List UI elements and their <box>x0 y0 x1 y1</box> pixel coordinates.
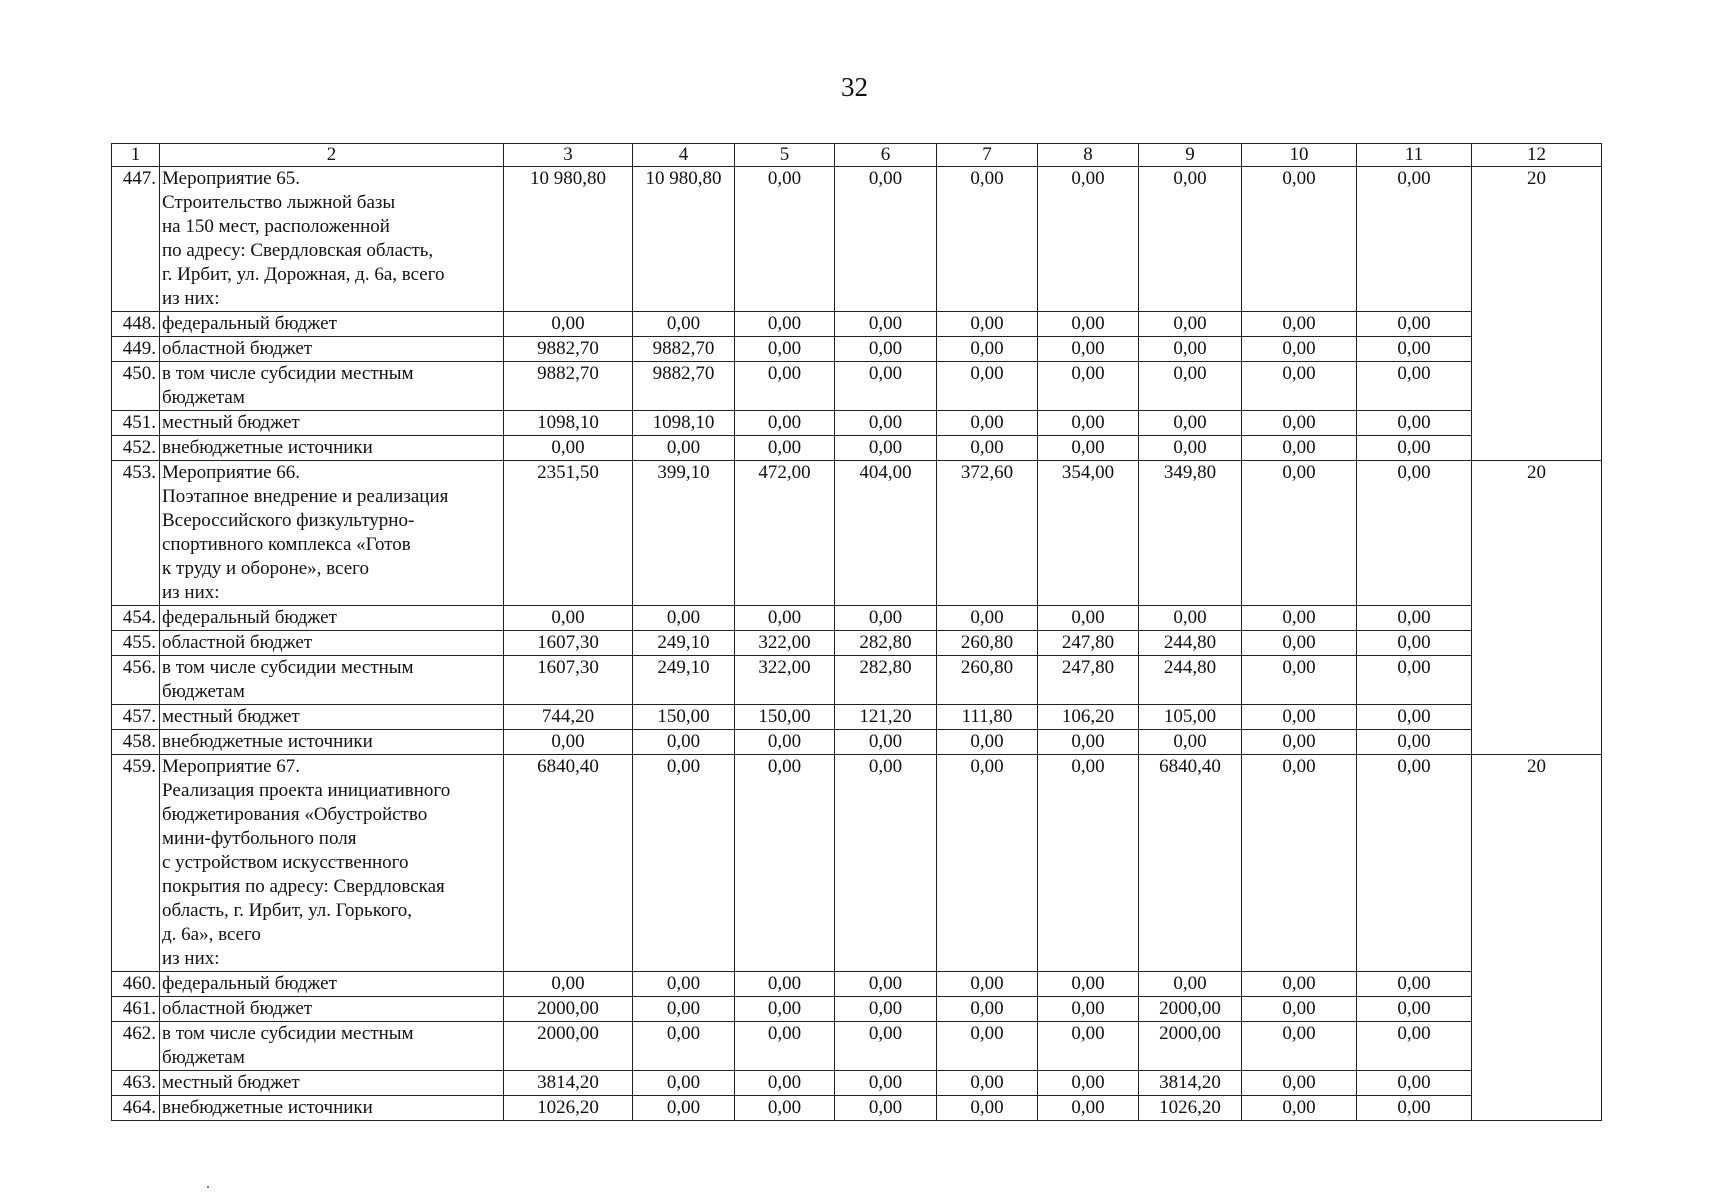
value-cell: 0,00 <box>835 167 937 312</box>
value-cell: 0,00 <box>1242 411 1357 436</box>
value-cell: 244,80 <box>1139 656 1242 705</box>
value-cell: 0,00 <box>1038 436 1139 461</box>
row-name: местный бюджет <box>160 1071 504 1096</box>
value-cell: 0,00 <box>1038 167 1139 312</box>
value-cell: 0,00 <box>735 411 835 436</box>
value-cell: 0,00 <box>735 337 835 362</box>
budget-table <box>111 143 1602 1121</box>
value-cell: 2000,00 <box>504 997 633 1022</box>
table-row <box>112 755 1602 972</box>
value-cell: 0,00 <box>937 1071 1038 1096</box>
value-cell: 0,00 <box>1357 1022 1472 1071</box>
row-name: федеральный бюджет <box>160 972 504 997</box>
table-row <box>112 167 1602 312</box>
row-name: областной бюджет <box>160 997 504 1022</box>
value-cell: 399,10 <box>633 461 735 606</box>
value-cell: 0,00 <box>937 312 1038 337</box>
column-12-cell: 20 <box>1472 461 1602 755</box>
value-cell: 2351,50 <box>504 461 633 606</box>
table-row <box>112 461 1602 606</box>
header-cell: 6 <box>835 144 937 167</box>
value-cell: 0,00 <box>735 1096 835 1121</box>
value-cell: 0,00 <box>937 362 1038 411</box>
value-cell: 0,00 <box>633 1071 735 1096</box>
value-cell: 0,00 <box>937 730 1038 755</box>
value-cell: 0,00 <box>937 606 1038 631</box>
value-cell: 0,00 <box>1242 436 1357 461</box>
value-cell: 0,00 <box>1242 705 1357 730</box>
row-name: областной бюджет <box>160 631 504 656</box>
value-cell: 1607,30 <box>504 656 633 705</box>
value-cell: 0,00 <box>835 411 937 436</box>
value-cell: 0,00 <box>1357 167 1472 312</box>
value-cell: 260,80 <box>937 656 1038 705</box>
value-cell: 0,00 <box>504 436 633 461</box>
value-cell: 0,00 <box>1357 461 1472 606</box>
value-cell: 0,00 <box>1242 461 1357 606</box>
table-row <box>112 730 1602 755</box>
row-name: федеральный бюджет <box>160 312 504 337</box>
value-cell: 0,00 <box>735 755 835 972</box>
value-cell: 0,00 <box>735 1071 835 1096</box>
value-cell: 0,00 <box>1038 606 1139 631</box>
value-cell: 0,00 <box>835 606 937 631</box>
header-cell: 7 <box>937 144 1038 167</box>
value-cell: 0,00 <box>1038 362 1139 411</box>
header-cell: 8 <box>1038 144 1139 167</box>
header-cell: 3 <box>504 144 633 167</box>
row-name: областной бюджет <box>160 337 504 362</box>
value-cell: 1098,10 <box>504 411 633 436</box>
row-name: внебюджетные источники <box>160 436 504 461</box>
row-name: в том числе субсидии местным бюджетам <box>160 1022 504 1071</box>
value-cell: 0,00 <box>633 1096 735 1121</box>
value-cell: 0,00 <box>937 1022 1038 1071</box>
row-number: 449. <box>112 337 160 362</box>
value-cell: 0,00 <box>633 606 735 631</box>
value-cell: 260,80 <box>937 631 1038 656</box>
value-cell: 1098,10 <box>633 411 735 436</box>
value-cell: 322,00 <box>735 631 835 656</box>
header-cell: 1 <box>112 144 160 167</box>
value-cell: 0,00 <box>1357 705 1472 730</box>
table-row <box>112 656 1602 705</box>
value-cell: 0,00 <box>1038 730 1139 755</box>
value-cell: 0,00 <box>1139 606 1242 631</box>
value-cell: 0,00 <box>1038 337 1139 362</box>
row-name: местный бюджет <box>160 705 504 730</box>
value-cell: 247,80 <box>1038 631 1139 656</box>
value-cell: 0,00 <box>937 997 1038 1022</box>
table-row <box>112 997 1602 1022</box>
value-cell: 9882,70 <box>633 362 735 411</box>
value-cell: 0,00 <box>504 312 633 337</box>
row-name: Мероприятие 66. Поэтапное внедрение и реализация Всероссийского физкультурно- спортивного комплекса «Готов к труду и обороне», всего из них: <box>160 461 504 606</box>
value-cell: 0,00 <box>835 436 937 461</box>
value-cell: 0,00 <box>735 972 835 997</box>
value-cell: 0,00 <box>735 606 835 631</box>
value-cell: 0,00 <box>937 167 1038 312</box>
value-cell: 404,00 <box>835 461 937 606</box>
value-cell: 322,00 <box>735 656 835 705</box>
value-cell: 247,80 <box>1038 656 1139 705</box>
table-row <box>112 1096 1602 1121</box>
value-cell: 0,00 <box>1038 997 1139 1022</box>
value-cell: 0,00 <box>937 411 1038 436</box>
value-cell: 472,00 <box>735 461 835 606</box>
value-cell: 0,00 <box>835 337 937 362</box>
value-cell: 0,00 <box>835 1096 937 1121</box>
value-cell: 9882,70 <box>504 362 633 411</box>
value-cell: 249,10 <box>633 656 735 705</box>
value-cell: 0,00 <box>835 997 937 1022</box>
table-row <box>112 1022 1602 1071</box>
header-cell: 10 <box>1242 144 1357 167</box>
table-row <box>112 631 1602 656</box>
header-cell: 4 <box>633 144 735 167</box>
value-cell: 0,00 <box>735 362 835 411</box>
value-cell: 0,00 <box>633 755 735 972</box>
value-cell: 9882,70 <box>633 337 735 362</box>
row-number: 463. <box>112 1071 160 1096</box>
row-name: местный бюджет <box>160 411 504 436</box>
value-cell: 0,00 <box>1357 656 1472 705</box>
row-name: федеральный бюджет <box>160 606 504 631</box>
value-cell: 244,80 <box>1139 631 1242 656</box>
value-cell: 0,00 <box>1038 312 1139 337</box>
page-number: 32 <box>841 72 868 102</box>
value-cell: 0,00 <box>633 1022 735 1071</box>
value-cell: 0,00 <box>1357 337 1472 362</box>
column-12-cell: 20 <box>1472 755 1602 1121</box>
value-cell: 0,00 <box>633 997 735 1022</box>
value-cell: 2000,00 <box>1139 997 1242 1022</box>
value-cell: 150,00 <box>633 705 735 730</box>
value-cell: 0,00 <box>1038 755 1139 972</box>
header-cell: 11 <box>1357 144 1472 167</box>
value-cell: 0,00 <box>1357 411 1472 436</box>
value-cell: 0,00 <box>1357 312 1472 337</box>
value-cell: 0,00 <box>1357 606 1472 631</box>
table-row <box>112 411 1602 436</box>
value-cell: 0,00 <box>1139 337 1242 362</box>
value-cell: 0,00 <box>633 730 735 755</box>
value-cell: 9882,70 <box>504 337 633 362</box>
value-cell: 10 980,80 <box>504 167 633 312</box>
row-number: 453. <box>112 461 160 606</box>
value-cell: 0,00 <box>1139 167 1242 312</box>
value-cell: 349,80 <box>1139 461 1242 606</box>
row-number: 460. <box>112 972 160 997</box>
table-row <box>112 312 1602 337</box>
row-number: 450. <box>112 362 160 411</box>
header-row <box>112 144 1602 167</box>
value-cell: 0,00 <box>1139 730 1242 755</box>
value-cell: 282,80 <box>835 631 937 656</box>
value-cell: 0,00 <box>633 312 735 337</box>
value-cell: 0,00 <box>1242 1071 1357 1096</box>
row-number: 462. <box>112 1022 160 1071</box>
value-cell: 0,00 <box>735 997 835 1022</box>
value-cell: 0,00 <box>835 1071 937 1096</box>
row-number: 461. <box>112 997 160 1022</box>
header-cell: 12 <box>1472 144 1602 167</box>
value-cell: 0,00 <box>504 730 633 755</box>
value-cell: 249,10 <box>633 631 735 656</box>
row-number: 448. <box>112 312 160 337</box>
table-row <box>112 1071 1602 1096</box>
value-cell: 0,00 <box>1242 730 1357 755</box>
value-cell: 0,00 <box>1242 1022 1357 1071</box>
table-row <box>112 436 1602 461</box>
value-cell: 0,00 <box>1139 436 1242 461</box>
table-row <box>112 972 1602 997</box>
value-cell: 1026,20 <box>504 1096 633 1121</box>
scan-artifact <box>207 1186 209 1188</box>
value-cell: 0,00 <box>1242 167 1357 312</box>
row-name: в том числе субсидии местным бюджетам <box>160 656 504 705</box>
value-cell: 0,00 <box>1038 1096 1139 1121</box>
value-cell: 0,00 <box>835 1022 937 1071</box>
value-cell: 0,00 <box>1242 755 1357 972</box>
value-cell: 0,00 <box>1139 972 1242 997</box>
header-cell: 9 <box>1139 144 1242 167</box>
value-cell: 0,00 <box>735 167 835 312</box>
row-number: 456. <box>112 656 160 705</box>
value-cell: 0,00 <box>1242 362 1357 411</box>
header-cell: 2 <box>160 144 504 167</box>
table-row <box>112 606 1602 631</box>
row-number: 452. <box>112 436 160 461</box>
value-cell: 6840,40 <box>1139 755 1242 972</box>
value-cell: 0,00 <box>1242 1096 1357 1121</box>
value-cell: 106,20 <box>1038 705 1139 730</box>
column-12-cell: 20 <box>1472 167 1602 461</box>
value-cell: 0,00 <box>735 730 835 755</box>
value-cell: 0,00 <box>1242 631 1357 656</box>
table-body <box>112 144 1602 1121</box>
value-cell: 0,00 <box>835 755 937 972</box>
value-cell: 0,00 <box>1242 656 1357 705</box>
value-cell: 0,00 <box>937 972 1038 997</box>
value-cell: 0,00 <box>1357 436 1472 461</box>
value-cell: 0,00 <box>835 730 937 755</box>
value-cell: 0,00 <box>504 972 633 997</box>
value-cell: 0,00 <box>1242 997 1357 1022</box>
value-cell: 0,00 <box>504 606 633 631</box>
value-cell: 0,00 <box>1139 362 1242 411</box>
value-cell: 0,00 <box>1038 1071 1139 1096</box>
row-number: 447. <box>112 167 160 312</box>
value-cell: 0,00 <box>1038 972 1139 997</box>
value-cell: 0,00 <box>1357 755 1472 972</box>
row-name: Мероприятие 65. Строительство лыжной базы на 150 мест, расположенной по адресу: Свердловская область, г. Ирбит, ул. Дорожная, д. 6а, всего из них: <box>160 167 504 312</box>
value-cell: 0,00 <box>1357 972 1472 997</box>
table-row <box>112 362 1602 411</box>
row-number: 458. <box>112 730 160 755</box>
row-number: 454. <box>112 606 160 631</box>
table-row <box>112 705 1602 730</box>
value-cell: 111,80 <box>937 705 1038 730</box>
value-cell: 0,00 <box>937 1096 1038 1121</box>
value-cell: 0,00 <box>1357 997 1472 1022</box>
row-number: 457. <box>112 705 160 730</box>
value-cell: 0,00 <box>1242 606 1357 631</box>
value-cell: 0,00 <box>1357 730 1472 755</box>
value-cell: 0,00 <box>1139 312 1242 337</box>
row-number: 464. <box>112 1096 160 1121</box>
value-cell: 0,00 <box>1038 1022 1139 1071</box>
value-cell: 0,00 <box>1357 362 1472 411</box>
value-cell: 0,00 <box>1357 1096 1472 1121</box>
row-name: Мероприятие 67. Реализация проекта инициативного бюджетирования «Обустройство мини-футбольного поля с устройством искусственного покрытия по адресу: Свердловская область, г. Ирбит, ул. Горького, д. 6а», всего из них: <box>160 755 504 972</box>
value-cell: 0,00 <box>1139 411 1242 436</box>
row-name: внебюджетные источники <box>160 730 504 755</box>
value-cell: 2000,00 <box>1139 1022 1242 1071</box>
value-cell: 0,00 <box>835 972 937 997</box>
value-cell: 0,00 <box>1357 1071 1472 1096</box>
row-name: в том числе субсидии местным бюджетам <box>160 362 504 411</box>
row-number: 451. <box>112 411 160 436</box>
row-number: 455. <box>112 631 160 656</box>
value-cell: 0,00 <box>835 312 937 337</box>
value-cell: 0,00 <box>1242 972 1357 997</box>
header-cell: 5 <box>735 144 835 167</box>
value-cell: 0,00 <box>633 436 735 461</box>
value-cell: 1607,30 <box>504 631 633 656</box>
value-cell: 0,00 <box>1242 312 1357 337</box>
value-cell: 1026,20 <box>1139 1096 1242 1121</box>
value-cell: 10 980,80 <box>633 167 735 312</box>
value-cell: 0,00 <box>1357 631 1472 656</box>
value-cell: 372,60 <box>937 461 1038 606</box>
value-cell: 0,00 <box>937 755 1038 972</box>
row-number: 459. <box>112 755 160 972</box>
value-cell: 3814,20 <box>1139 1071 1242 1096</box>
value-cell: 0,00 <box>937 337 1038 362</box>
value-cell: 0,00 <box>633 972 735 997</box>
value-cell: 150,00 <box>735 705 835 730</box>
value-cell: 3814,20 <box>504 1071 633 1096</box>
value-cell: 354,00 <box>1038 461 1139 606</box>
value-cell: 2000,00 <box>504 1022 633 1071</box>
value-cell: 744,20 <box>504 705 633 730</box>
value-cell: 0,00 <box>1038 411 1139 436</box>
value-cell: 0,00 <box>735 1022 835 1071</box>
value-cell: 121,20 <box>835 705 937 730</box>
value-cell: 0,00 <box>735 312 835 337</box>
value-cell: 0,00 <box>937 436 1038 461</box>
value-cell: 0,00 <box>1242 337 1357 362</box>
row-name: внебюджетные источники <box>160 1096 504 1121</box>
value-cell: 282,80 <box>835 656 937 705</box>
table-row <box>112 337 1602 362</box>
value-cell: 0,00 <box>835 362 937 411</box>
value-cell: 6840,40 <box>504 755 633 972</box>
value-cell: 0,00 <box>735 436 835 461</box>
value-cell: 105,00 <box>1139 705 1242 730</box>
